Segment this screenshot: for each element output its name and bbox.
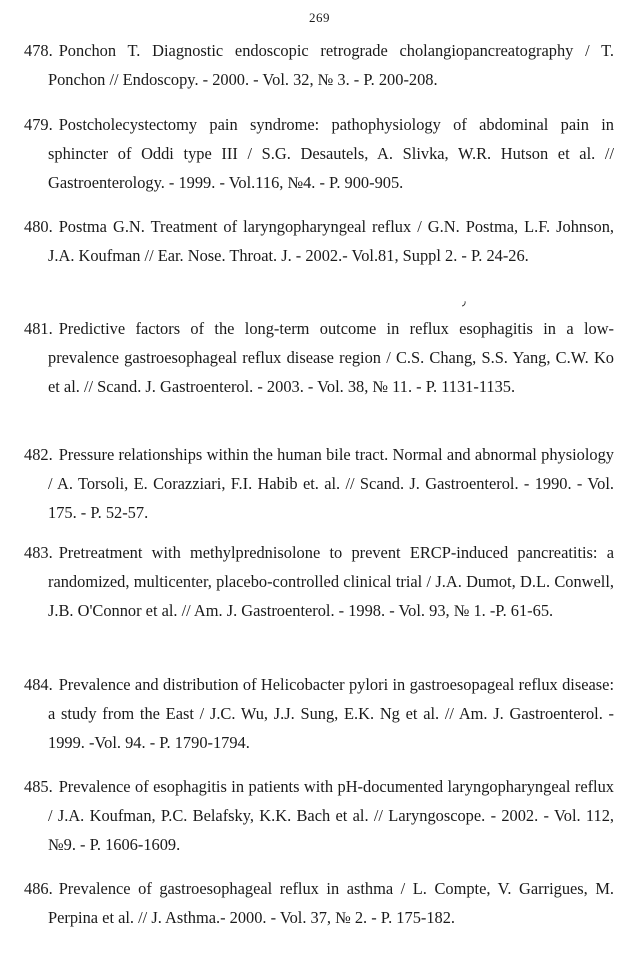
reference-item-480 [24, 212, 614, 270]
reference-text: Prevalence of esophagitis in patients with pH-documented laryngopharyngeal reflux / J.A. Koufman, P.C. Belafsky, K.K. Bach et al. // Laryngoscope. - 2002. - Vol. 112, №9. - P. 1606-1609. [48, 777, 614, 854]
reference-number: 484. [24, 675, 53, 694]
reference-item-483 [24, 538, 614, 625]
reference-text: Prevalence of gastroesophageal reflux in asthma / L. Compte, V. Garrigues, M. Perpina et al. // J. Asthma.- 2000. - Vol. 37, № 2. - P. 175-182. [48, 879, 614, 927]
reference-number: 479. [24, 115, 53, 134]
reference-number: 480. [24, 217, 53, 236]
reference-item-484 [24, 670, 614, 757]
reference-item-481 [24, 314, 614, 401]
reference-number: 482. [24, 445, 53, 464]
reference-number: 481. [24, 319, 53, 338]
reference-text: Postcholecystectomy pain syndrome: pathophysiology of abdominal pain in sphincter of Oddi type III / S.G. Desautels, A. Slivka, W.R. Hutson et al. // Gastroenterology. - 1999. - Vol.116, №4. - P. 900-905. [48, 115, 614, 192]
reference-text: Pretreatment with methylprednisolone to prevent ERCP-induced pancreatitis: a randomized, multicenter, placebo-controlled clinical trial / J.A. Dumot, D.L. Conwell, J.B. O'Connor et al. // Am. J. Gastroenterol. - 1998. - Vol. 93, № 1. -P. 61-65. [48, 543, 614, 620]
reference-text: Postma G.N. Treatment of laryngopharyngeal reflux / G.N. Postma, L.F. Johnson, J.A. Koufman // Ear. Nose. Throat. J. - 2002.- Vol.81, Suppl 2. - P. 24-26. [48, 217, 614, 265]
reference-text: Predictive factors of the long-term outcome in reflux esophagitis in a low-prevalence gastroesophageal reflux disease region / C.S. Chang, S.S. Yang, C.W. Ko et al. // Scand. J. Gastroenterol. - 2003. - Vol. 38, № 11. - P. 1131-1135. [48, 319, 614, 396]
reference-item-485 [24, 772, 614, 859]
reference-item-478 [24, 36, 614, 94]
reference-item-479 [24, 110, 614, 197]
reference-item-482 [24, 440, 614, 527]
reference-number: 486. [24, 879, 53, 898]
reference-number: 478. [24, 41, 53, 60]
reference-text: Prevalence and distribution of Helicobacter pylori in gastroesopageal reflux disease: a study from the East / J.C. Wu, J.J. Sung, E.K. Ng et al. // Am. J. Gastroenterol. - 1999. -Vol. 94. - P. 1790-1794. [48, 675, 614, 752]
page-number: 269 [309, 10, 330, 25]
stray-mark: ٫ [462, 294, 466, 308]
reference-text: Ponchon T. Diagnostic endoscopic retrograde cholangiopancreatography / T. Ponchon // Endoscopy. - 2000. - Vol. 32, № 3. - P. 200-208. [48, 41, 614, 89]
reference-text: Pressure relationships within the human bile tract. Normal and abnormal physiology / A. Torsoli, E. Corazziari, F.I. Habib et. al. // Scand. J. Gastroenterol. - 1990. - Vol. 175. - P. 52-57. [48, 445, 614, 522]
reference-number: 485. [24, 777, 53, 796]
reference-item-486 [24, 874, 614, 932]
reference-number: 483. [24, 543, 53, 562]
